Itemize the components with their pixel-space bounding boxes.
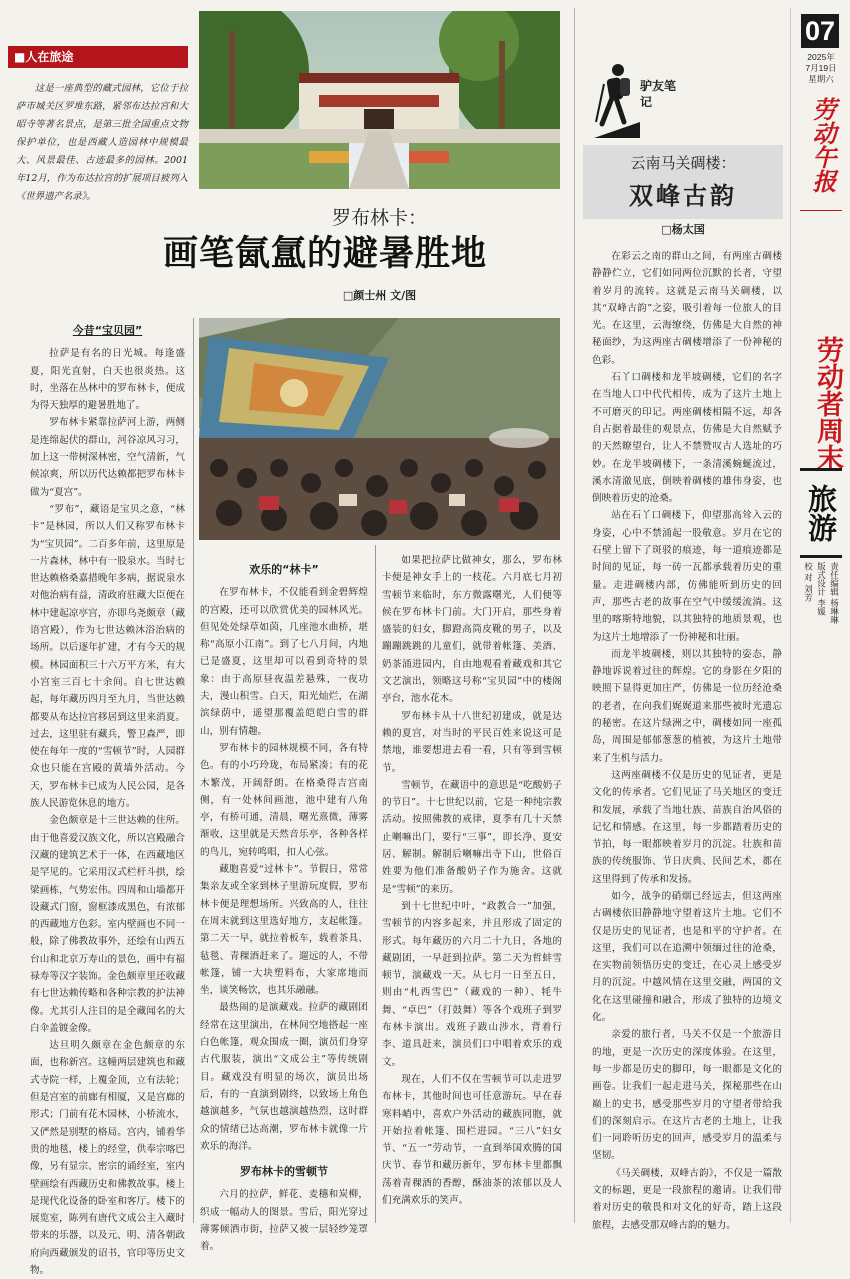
shoton-festival-paragraph: 六月的拉萨，鲜花、麦穗和炭柳，织成一幅动人的图景。雪后，阳光穿过薄雾倾洒市街，拉萨又被一层轻纱笼罩着。 bbox=[200, 1189, 368, 1253]
issue-year: 2025年 bbox=[807, 52, 835, 62]
left-story-column-1 bbox=[30, 318, 185, 1279]
right-story-byline: □杨太国 bbox=[661, 223, 705, 236]
section-heading-treasure-garden: 今昔“宝贝园” bbox=[72, 324, 143, 337]
section-title: 旅游 bbox=[804, 484, 838, 542]
left-story-divider-1 bbox=[193, 318, 194, 1223]
shoton-festival-paragraph: 雪顿节，在藏语中的意思是“吃酸奶子的节日”。十七世纪以前，它是一种纯宗教活动。按照佛教的戒律，夏季有几十天禁止喇嘛出门，要行“三事”，即长净、夏安居、解制。解制后喇嘛出寺下山，世俗百姓要为他们准备酸奶子作为施舍。这就是“雪顿”的来历。 bbox=[382, 779, 562, 895]
left-story-divider-2 bbox=[375, 545, 376, 1223]
issue-month-day: 7月19日 bbox=[805, 63, 837, 73]
hiker-icon bbox=[594, 62, 640, 138]
left-story-column-3 bbox=[382, 552, 562, 1209]
joyful-lingka-paragraph: 在罗布林卡，不仅能看到金碧辉煌的宫殿，还可以欣赏优美的园林风光。但见处处绿草如茵，几座池水曲桥，堪称“高原小江南”。到了七八月间，内地已是盛夏，这里却可以看到奇特的景象：由于高原昼夜温差悬殊，一夜功夫，漫山积雪。白天，阳光灿烂，在湖滨绿荫中，遥望那覆盖皑皑白雪的群山，别有情趣。 bbox=[200, 587, 368, 737]
treasure-garden-paragraph: 拉萨是有名的日光城。每逢盛夏，阳光直射，白天也很炎热。这时，坐落在丛林中的罗布林卡，便成为得天独厚的避暑胜地了。 bbox=[30, 348, 185, 412]
story-headline: 画笔氤氲的避暑胜地 bbox=[162, 234, 487, 274]
treasure-garden-paragraph: 罗布林卡紧靠拉萨河上游，两侧是连绵起伏的群山，河谷凉风习习，加上这一带树深林密，空气清新，气候凉爽，所以历代达赖都把罗布林卡做为“夏宫”。 bbox=[30, 417, 185, 498]
story-intro: 这是一座典型的藏式园林，它位于拉萨市城关区罗堆东路，紧邻布达拉宫和大昭寺等著名景点，是第三批全国重点文物保护单位，也是西藏人造园林中规模最大、风景最佳、古迹最多的园林。2001年12月，作为布达拉宫的扩展项目被列入《世界遗产名录》。 bbox=[16, 83, 188, 202]
right-story-paragraph: 而龙半坡碉楼，则以其独特的姿态，静静地诉说着过往的辉煌。它的身影在夕阳的映照下显得更加庄严，仿佛是一位历经沧桑的老者，在向我们娓娓道来那些被时光遗忘的秘密。在这片绿洲之中，碉楼如同一座孤岛，周围是郁郁葱葱的植被，为这片土地带来了生机与活力。 bbox=[592, 648, 782, 764]
shoton-festival-paragraph: 罗布林卡从十八世纪初建成，就是达赖的夏宫，对当时的平民百姓来说这可是禁地，谁要想进去看一看，只有等到雪顿节。 bbox=[382, 710, 562, 774]
treasure-garden-paragraph: 金色颇章是十三世达赖的住所。由于他喜爱汉族文化，所以宫殿融合汉藏的建筑艺术于一体，在西藏地区是罕见的。它采用汉式栏杆斗拱，绘梁画栋，气势宏伟。四周和山墙都开设藏式门窗，窗框漆成黑色，有浓郁的西藏地方色彩。室内壁画也不同一般，除了佛教故事外，还绘有山西五台山和北京万寿山的景色，画中有福禄寿等汉字装饰。金色颇章里还收藏有七世达赖传略和各种宗教的护法神像。尤其引人注目的是全藏闻名的大白伞盖镀金像。 bbox=[30, 815, 185, 1034]
page-number-box: 07 bbox=[801, 14, 839, 48]
right-story-body bbox=[592, 248, 782, 1234]
credit-proofreader: 校 对 刘芳 bbox=[802, 562, 813, 602]
masthead-divider bbox=[800, 210, 842, 211]
section-heading-shoton-festival: 罗布林卡的雪顿节 bbox=[240, 1165, 328, 1179]
thangka-illustration bbox=[199, 318, 560, 540]
right-story-headline: 双峰古韵 bbox=[629, 182, 737, 210]
palace-illustration bbox=[199, 11, 560, 189]
issue-date bbox=[798, 52, 844, 85]
shoton-festival-paragraph: 现在，人们不仅在雪顿节可以走进罗布林卡，其他时间也可任意游玩。早在春寒料峭中，喜欢户外活动的藏族同胞，就开始拉着帐篷、围栏进园。“三八”妇女节、“五一”劳动节，一直到举国欢腾的国庆节、春节和藏历新年，罗布林卡里都飘荡着青稞酒的香醇，酥油茶的浓郁以及人们充满欢乐的笑声。 bbox=[382, 1073, 562, 1206]
treasure-garden-paragraph: 达旦明久颇章在金色颇章的东面，也称新宫。这幢两层建筑也和藏式寺院一样，上覆金顶，立有法轮；但是宫室的前廊有相厦，又是宫廊的形式；门前有花木园林，小桥流水，又俨然是别墅的格局。宫内，铺着华贵的地毯，楼上的经堂，供奉宗喀巴像，另有显宗、密宗的诵经室，室内壁画绘有西藏历史和佛教故事。楼上是现代化设备的卧室和客厅。楼下的展览室，陈列有唐代文成公主入藏时带来的乐器，以及元、明、清各朝政府向西藏颁发的诏书，官印等历史文物。 bbox=[30, 1040, 185, 1277]
section-heading-joyful-lingka: 欢乐的“林卡” bbox=[249, 563, 319, 576]
masthead-rule bbox=[790, 8, 791, 1223]
right-story-paragraph: 《马关碉楼，双峰古韵》，不仅是一篇散文的标题，更是一段旅程的邀请。让我们带着对历史的敬畏和对文化的好奇，踏上这段旅程，去感受那双峰古韵的魅力。 bbox=[592, 1167, 782, 1231]
joyful-lingka-paragraph: 罗布林卡的园林规模不同，各有特色。有的小巧玲珑，布局紧凑；有的花木繁茂，开阔舒朗。在格桑得吉宫南侧，有一处林间画池，池中建有八角亭，有桥可通，清晨，曙光熹微，薄雾渐收，这里就是天然音乐亭，各种各样的鸟儿，宛转鸣唱，扣人心弦。 bbox=[200, 742, 368, 858]
shoton-festival-paragraph: 如果把拉萨比做神女，那么，罗布林卡便是神女手上的一枝花。六月底七月初雪顿节来临时，东方微露曙光，人们便等候在罗布林卡门前。大门开启，那些身着盛装的妇女，脚蹬高筒皮靴的男子，以及蹦蹦跳跳的儿童们，就带着帐篷、美酒、奶茶涌进园内，自由地观看着藏戏和其它文艺演出，领略这号称“宝贝园”中的楼阁亭台，池水花木。 bbox=[382, 555, 562, 705]
right-story-paragraph: 亲爱的旅行者，马关不仅是一个旅游目的地，更是一次历史的深度体验。在这里，每一步都是历史的脚印，每一眼都是文化的画卷。让我们一起走进马关，探秘那些在山巅上的史书，感受那些岁月的守望者带给我们的深刻启示。在这片古老的土地上，让我们一同聆听历史的回声，感受岁月的温柔与坚韧。 bbox=[592, 1029, 782, 1162]
festival-photo bbox=[199, 318, 560, 540]
right-story-paragraph: 这两座碉楼不仅是历史的见证者，更是文化的传承者。它们见证了马关地区的变迁和发展，承载了当地壮族、苗族自治风俗的记忆和情感。在这里，每一步都踏着历史的节拍，每一眼都映着岁月的沉淀。壮族和苗族的传统服饰、节日庆典、民间艺术，都在这里得到了传承和发扬。 bbox=[592, 769, 782, 885]
right-story-paragraph: 石丫口碉楼和龙半坡碉楼，它们的名字在当地人口中代代相传，成为了这片土地上不可磨灭的印记。两座碉楼相隔不远，却各自占据着最佳的观景点，仿佛是大自然赋予的天然瞭望台，让人不禁赞叹古人选址的巧妙。在龙半坡碉楼下，一条清溪蜿蜒流过，溪水清澈见底，倒映着碉楼的雄伟身姿，也倒映着历史的沧桑。 bbox=[592, 372, 782, 505]
editor-credits bbox=[795, 562, 845, 642]
left-story-column-2 bbox=[200, 557, 368, 1256]
story-byline: □颜士州 文/图 bbox=[342, 289, 417, 302]
weekly-title: 劳动者周末 bbox=[812, 336, 843, 471]
story-divider-main bbox=[574, 8, 575, 1223]
newspaper-logo: 劳动午报 bbox=[808, 97, 837, 193]
palace-photo bbox=[199, 11, 560, 189]
right-story-paragraph: 站在石丫口碉楼下，仰望那高耸入云的身姿，心中不禁涌起一股敬意。岁月在它的石壁上留下了斑驳的痕迹，每一道痕迹都是时间的见证，每一砖一瓦都承载着历史的重量。走进碉楼内部，仿佛能听到历史的回声，那些古老的故事在空气中缓缓流淌。这里的喀斯特地貌，以其独特的地质景观，也为这片土地增添了一份神秘和壮丽。 bbox=[592, 510, 782, 643]
shoton-festival-paragraph: 到十七世纪中叶，“政教合一”加强，雪顿节的内容多起来，并且形成了固定的形式。每年藏历的六月二十九日，各地的藏剧团，一早赶到拉萨。第二天为哲蚌雪顿节，演藏戏一天。从七月一日至五日，则由“札西雪巴”（藏戏的一种）、牦牛舞、“卓巴”（打鼓舞）等各个戏班子到罗布林卡演出。戏班子跋山涉水，背着行李、道具赶来，演员们口中唱着欢乐的戏文。 bbox=[382, 900, 562, 1068]
section-bracket bbox=[800, 468, 842, 558]
treasure-garden-paragraph: “罗布”，藏语是宝贝之意，“林卡”是林园，所以人们又称罗布林卡为“宝贝园”。二百多年前，这里原是一片森林，林中有一股泉水。当时七世达赖格桑嘉措晚年多病，据说泉水对他治病有益，清政府驻藏大臣便在林中建起凉亭宫，亦即乌尧颇章（藏语宫殿），作为七世达赖沐浴治病的场所。以后逐年扩建，才有今天的规模。林园面积三十六万平方米，有大小宫室三百七十余间。自七世达赖起，每年藏历四月至九月，当世达赖都要从布达拉宫移居到这里来消夏。过去，这里驻有藏兵，警卫森严，即使在每年一度的“雪顿节”时，人园群众也只能在宫殿的黄墙外活动。今天，罗布林卡已成为人民公园，是各族人民游览休息的地方。 bbox=[30, 503, 185, 810]
right-story-paragraph: 如今，战争的硝烟已经远去，但这两座古碉楼依旧静静地守望着这片土地。它们不仅是历史的见证者，也是和平的守护者。在这里，我们可以在追溯中领缅过往的沧桑，在实物前领悟历史的变迁，在心灵上感受岁月的沉淀。中越风情在这里交融，两国的文化在这里碰撞和融合，形成了独特的边境文化。 bbox=[592, 890, 782, 1024]
credit-designer: 版式设计 李媛 bbox=[815, 562, 826, 616]
right-story-kicker: 云南马关碉楼： bbox=[630, 154, 736, 172]
right-story-paragraph: 在彩云之南的群山之间，有两座古碉楼静静伫立，它们如同两位沉默的长者，守望着岁月的流转。这就是云南马关碉楼，以其“双峰古韵”之姿，吸引着每一位旅人的目光。在这里，云海缭绕，仿佛是大自然的神秘面纱，为这两座古碉楼增添了一份神秘的色彩。 bbox=[592, 251, 782, 366]
joyful-lingka-paragraph: 最热闹的是演藏戏。拉萨的藏剧团经常在这里演出，在林间空地搭起一座白色帐篷，观众围成一圈，演员们身穿古代服装，演出“文成公主”等传统剧目。藏戏没有明显的场次，演员出场后，有的一直演到剧终，以致场上角色越演越多，气氛也越演越热烈，这时群众的情绪已达高潮，罗布林卡就像一片欢乐的海洋。 bbox=[200, 1002, 368, 1152]
joyful-lingka-paragraph: 藏胞喜爱“过林卡”。节假日，常常集亲友或全家到林子里游玩度假，罗布林卡便是理想场所。兴致高的人，往往在周末就到这里选好地方，支起帐篷。第二天一早，就拉着板车，载着茶具、毡毯、青稞酒赶来了。遛远的人，不带帐篷，铺一大块塑料布，大家席地而坐，谈笑畅饮，也其乐融融。 bbox=[200, 864, 368, 997]
story-kicker: 罗布林卡： bbox=[331, 207, 427, 229]
column-tag-travel-notes: 驴友笔记 bbox=[640, 79, 677, 109]
column-tag: ■人在旅途 bbox=[8, 46, 188, 68]
credit-editor: 责任编辑 杨琳琳 bbox=[828, 562, 839, 625]
issue-weekday: 星期六 bbox=[808, 74, 834, 84]
